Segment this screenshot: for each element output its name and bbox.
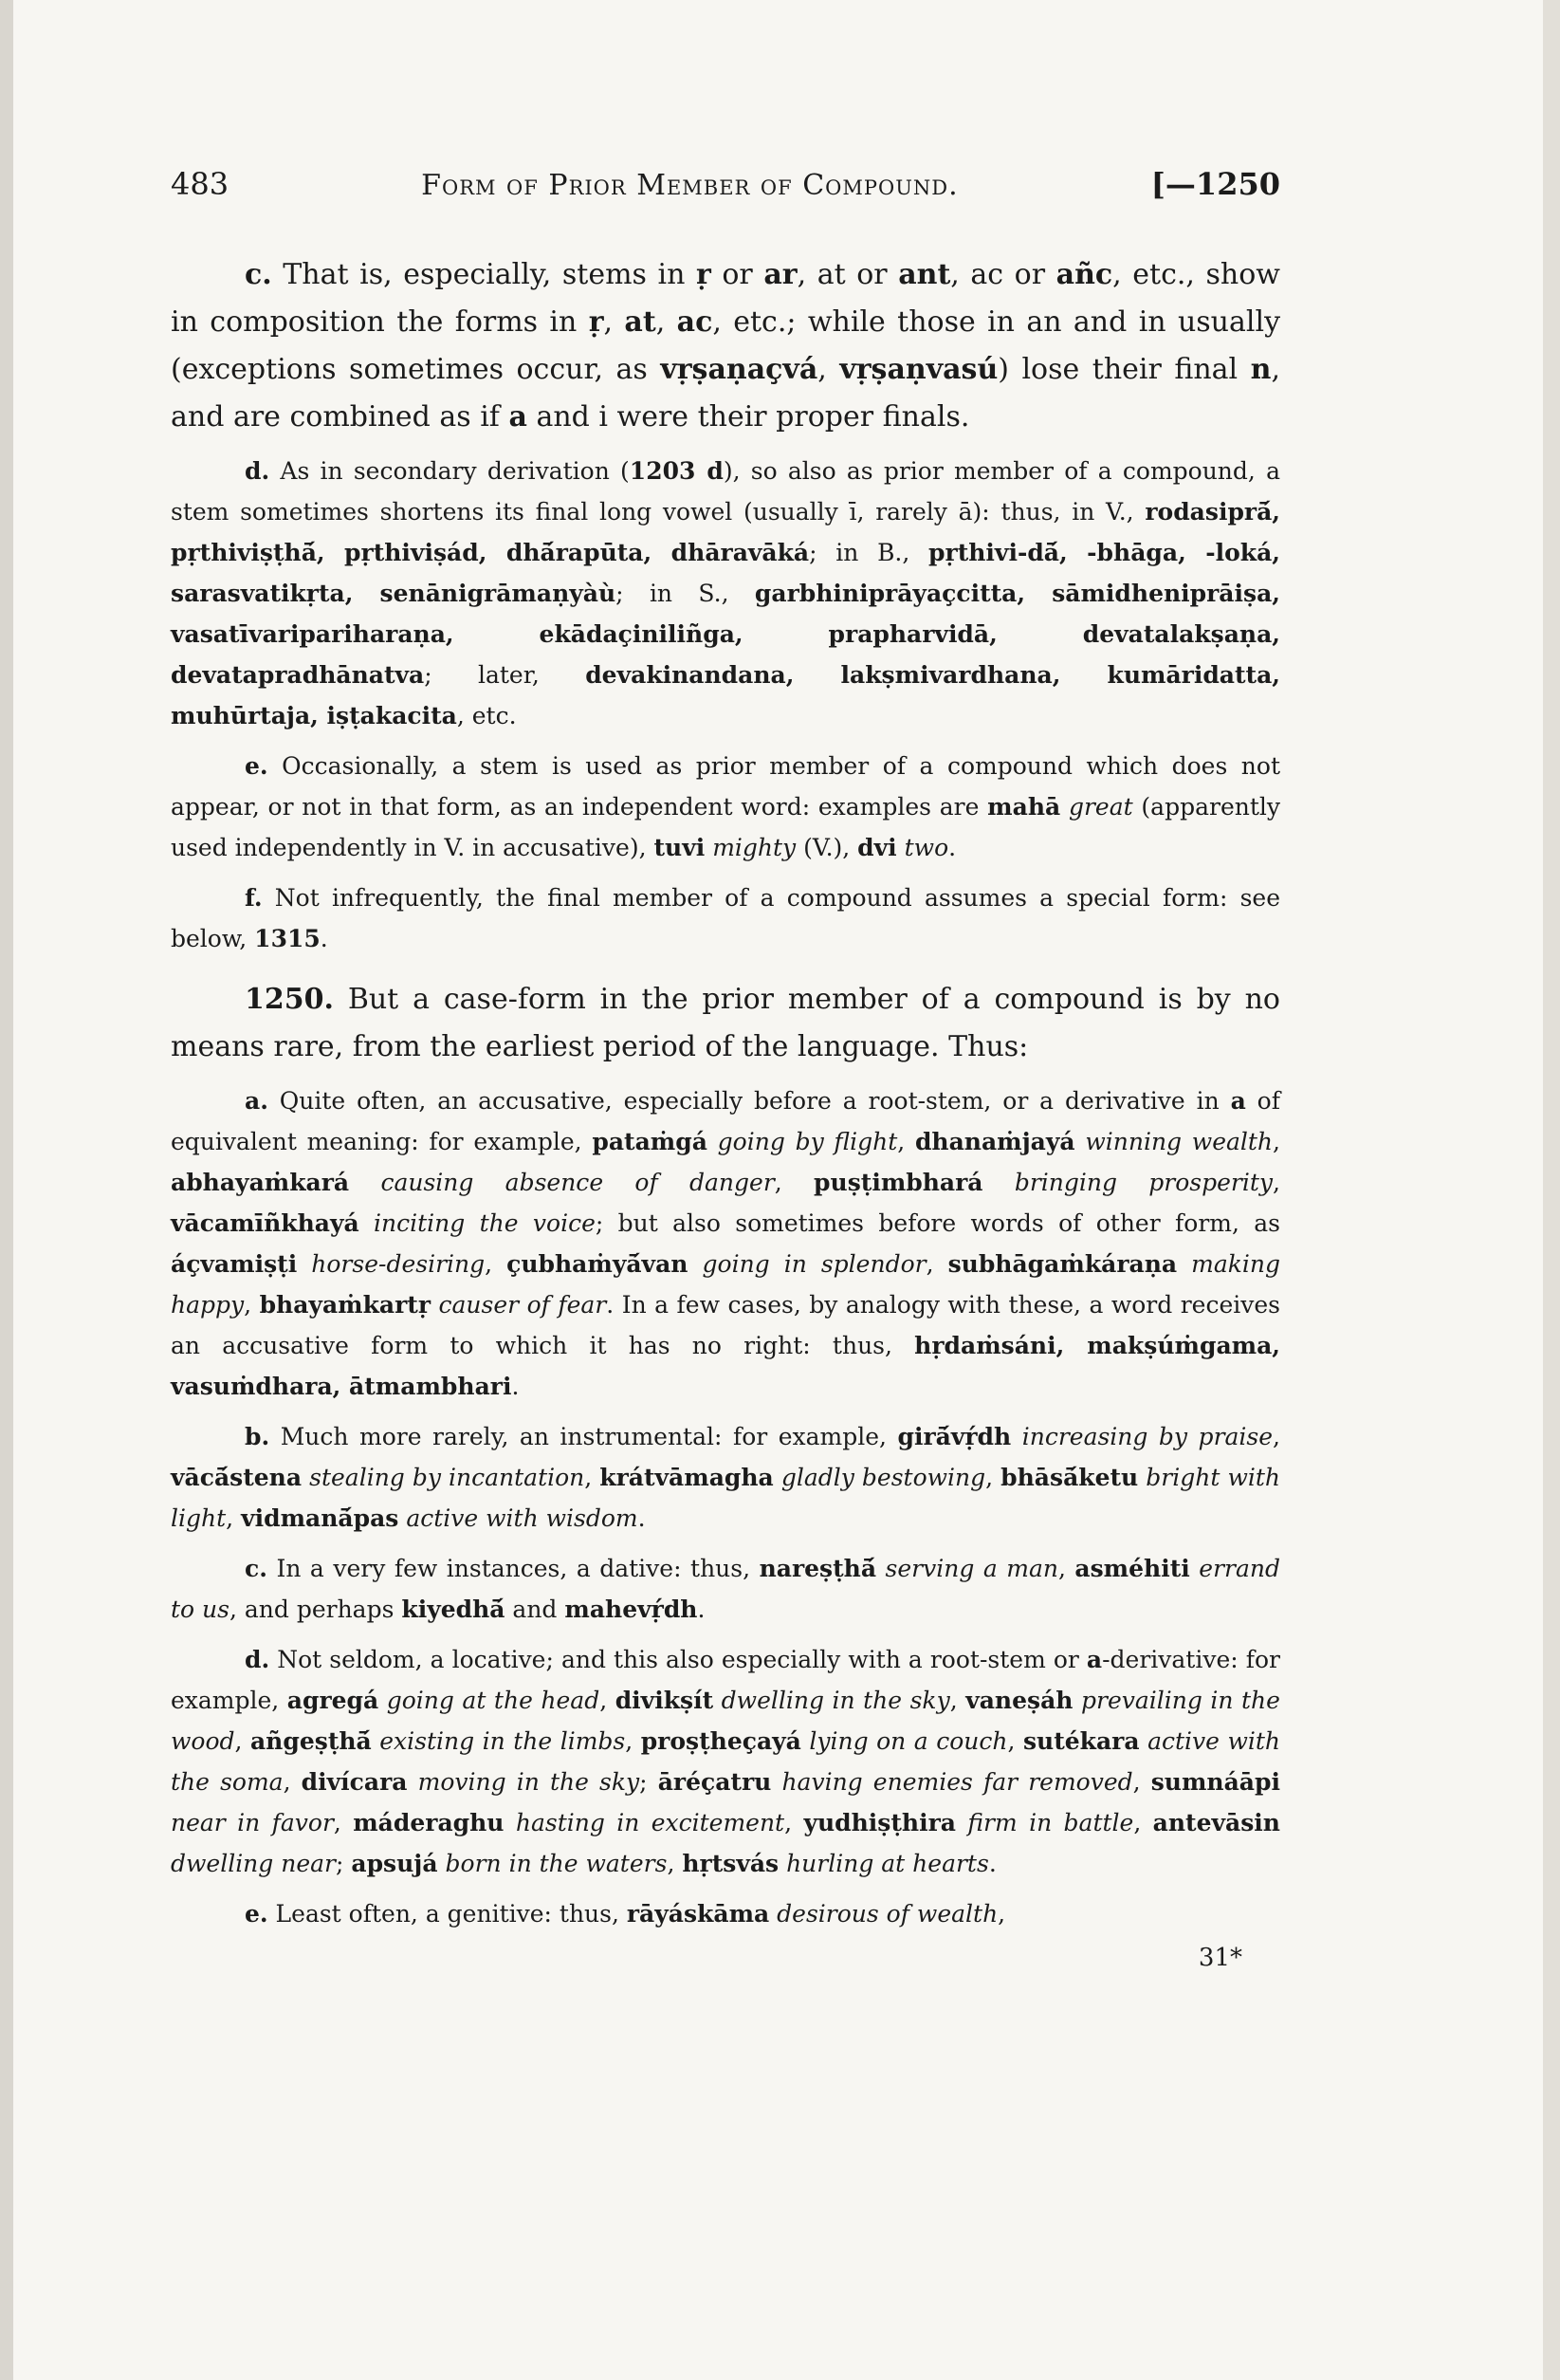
sanskrit-term: vṛṣaṇvasú (839, 353, 999, 386)
paragraph-e: e. Occasionally, a stem is used as prior member of a compound which does not appear, or not in that form, as an independent word: examples are mahā great (apparently used independently in V. in accusative), tuvi mighty (V.), dvi two. (171, 752, 1281, 861)
para-marker: a. (245, 1087, 268, 1115)
para-marker: d. (245, 1646, 270, 1673)
subsection-a: a. Quite often, an accusative, especially before a root-stem, or a derivative in a of equivalent meaning: for example, pataṁgá going by flight, dhanaṁjayá winning wealth, abhayaṁkará causing absence of danger, puṣṭimbhará bringing prosperity, vācamīñkhayá inciting the voice; but also sometimes before words of other form, as áçvamiṣṭi horse-desiring, çubhaṁyā́van going in splendor, subhāgaṁkáraṇa making happy, bhayaṁkartṛ causer of fear. In a few cases, by analogy with these, a word receives an accusative form to which it has no right: thus, hṛdaṁsáni, makṣúṁgama, vasuṁdhara, ātmambhari. (171, 1087, 1281, 1400)
section-link: 1203 d (629, 457, 724, 485)
sanskrit-term: rodasiprā́, pṛthiviṣṭhā́, pṛthiviṣád, dhā́rapūta, dhāravāká (171, 498, 1280, 566)
page-content (171, 166, 1280, 1972)
sanskrit-term: pṛthivi-dā́, -bhāga, -loká, sarasvatikṛta, senānigrāmaṇyàù (171, 539, 1281, 607)
subsection-c: c. In a very few instances, a dative: thus, nareṣṭhā́ serving a man, asméhiti errand to us, and perhaps kiyedhā́ and mahevṛ́dh. (171, 1555, 1280, 1623)
para-marker: e. (245, 1900, 268, 1928)
subsection-b: b. Much more rarely, an instrumental: for example, girā́vṛ́dh increasing by praise, vācā́stena stealing by incantation, krátvāmagha gladly bestowing, bhāsā́ketu bright with light, vidmanā́pas active with wisdom. (171, 1423, 1280, 1532)
page-edge-left (0, 0, 13, 2380)
section-1250: 1250. But a case-form in the prior member of a compound is by no means rare, from the earliest period of the language. Thus: (171, 983, 1280, 1063)
para-marker: c. (245, 258, 272, 291)
para-marker: f. (245, 884, 263, 912)
running-header (171, 166, 1280, 202)
subsection-d: d. Not seldom, a locative; and this also especially with a root-stem or a-derivative: for example, agregá going at the head, divikṣít dwelling in the sky, vaneṣáh prevailing in the wood, añgeṣṭhā́ existing in the limbs, proṣṭheçayá lying on a couch, sutékara active with the soma, divícara moving in the sky; āréçatru having enemies far removed, sumnáāpi near in favor, máderaghu hasting in excitement, yudhiṣṭhira firm in battle, antevāsin dwelling near; apsujá born in the waters, hṛtsvás hurling at hearts. (171, 1646, 1280, 1877)
section-reference: [—1250 (1150, 166, 1280, 202)
para-marker: e. (245, 752, 268, 780)
para-marker: c. (245, 1555, 267, 1582)
section-link: 1315 (254, 925, 321, 952)
sanskrit-term: devakinandana, lakṣmivardhana, kumāridatta, muhūrtaja, iṣṭakacita (171, 661, 1280, 729)
running-title: Form of Prior Member of Compound. (421, 169, 959, 202)
section-number: 1250. (245, 983, 334, 1016)
para-marker: d. (245, 457, 270, 485)
paragraph-d: d. As in secondary derivation (1203 d), so also as prior member of a compound, a stem sometimes shortens its final long vowel (usually ī, rarely ā): thus, in V., rodasiprā́, pṛthiviṣṭhā́, pṛthiviṣád, dhā́rapūta, dhāravāká; in B., pṛthivi-dā́, -bhāga, -loká, sarasvatikṛta, senānigrāmaṇyàù; in S., garbhiniprāyaçcitta, sāmidheniprāiṣa, vasatīvaripariharaṇa, ekādaçiniliñga, prapharvidā, devatalakṣaṇa, devatapradhānatva; later, devakinandana, lakṣmivardhana, kumāridatta, muhūrtaja, iṣṭakacita, etc. (171, 457, 1281, 729)
paragraph-c: c. That is, especially, stems in ṛ or ar, at or ant, ac or añc, etc., show in composition the forms in ṛ, at, ac, etc.; while those in an and in usually (exceptions sometimes occur, as vṛṣaṇaçvá, vṛṣaṇvasú) lose their final n, and are combined as if a and i were their proper finals. (171, 258, 1281, 434)
page-number: 483 (171, 166, 229, 202)
paragraph-f: f. Not infrequently, the final member of a compound assumes a special form: see below, 1315. (171, 884, 1280, 952)
sanskrit-term: garbhiniprāyaçcitta, sāmidheniprāiṣa, vasatīvaripariharaṇa, ekādaçiniliñga, prapharvidā, devatalakṣaṇa, devatapradhānatva (171, 580, 1280, 689)
para-marker: b. (245, 1423, 270, 1450)
page-edge-right (1543, 0, 1560, 2380)
sanskrit-term: vṛṣaṇaçvá (660, 353, 818, 386)
signature-mark: 31* (1198, 1944, 1242, 1972)
subsection-e: e. Least often, a genitive: thus, rāyáskāma desirous of wealth, (245, 1900, 1006, 1928)
